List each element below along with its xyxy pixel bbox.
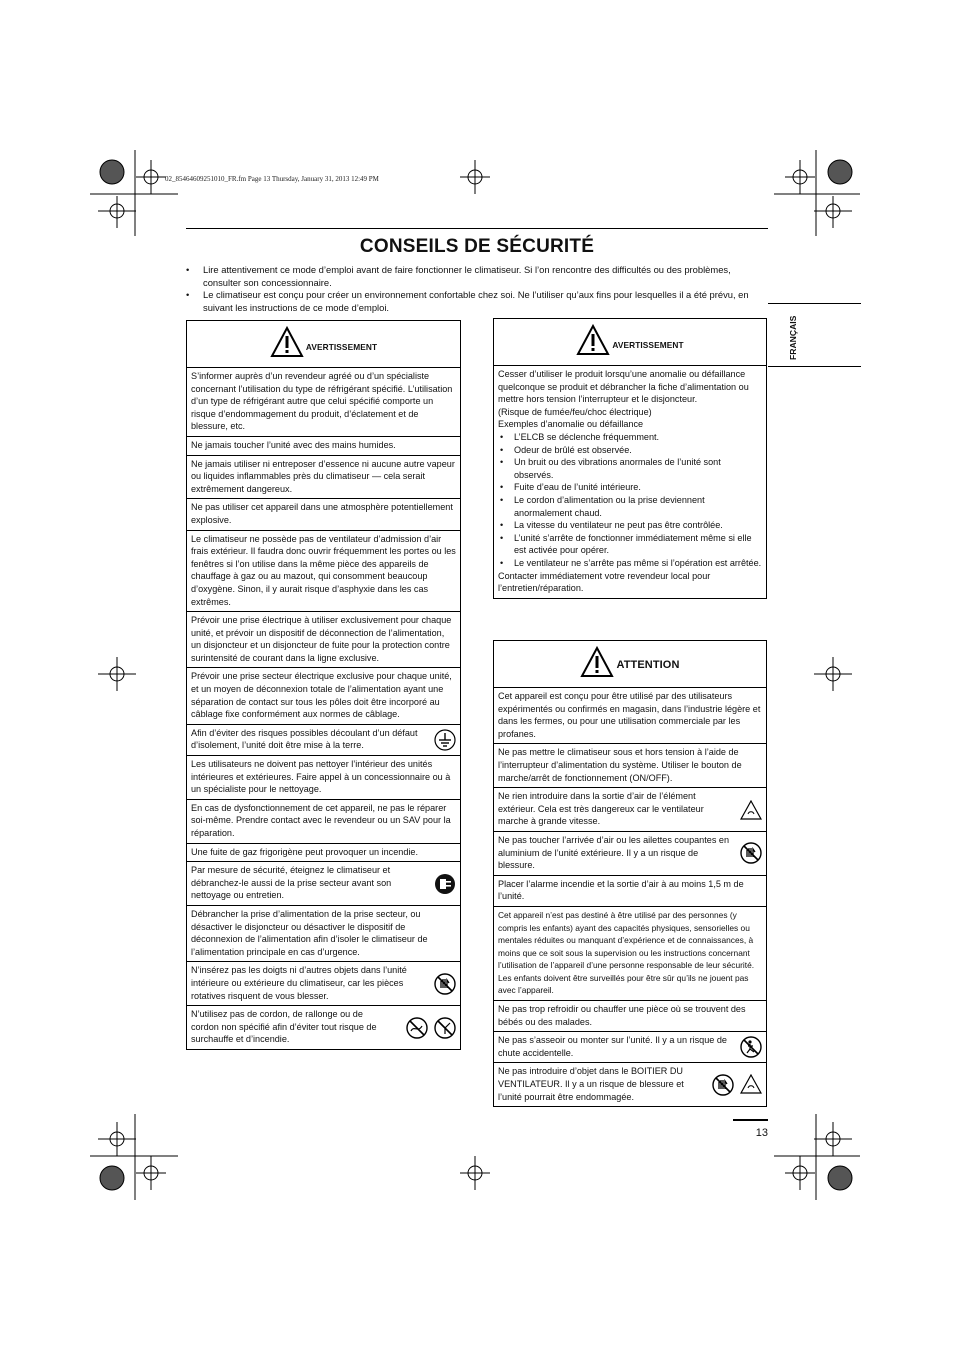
intro-item: • Le climatiseur est conçu pour créer un environnement confortable chez soi. Ne l’utiliser qu’aux fins pour lesquelles il a été prévu, en suivant les instructions de ce mode d’emploi.: [186, 289, 761, 314]
warning-row: Ne pas utiliser cet appareil dans une atmosphère potentiellement explosive.: [187, 499, 460, 530]
anomaly-row: [494, 366, 766, 598]
attention-row: Cet appareil est conçu pour être utilisé par des utilisateurs expérimentés ou confirmés en magasin, dans l’industrie légère et dans les fermes, ou pour une utilisation commerciale par les profanes.: [494, 688, 766, 744]
attention-row-fins: [494, 832, 766, 876]
warning-header: [494, 319, 766, 366]
warning-header: [187, 321, 460, 368]
unplug-icon: [434, 873, 456, 895]
warning-box-left: [186, 320, 461, 1050]
warning-row: Débrancher la prise d’alimentation de la prise secteur, ou désactiver le disjoncteur ou désactiver le dispositif de déconnexion de l’alimentation afin d’isoler le climatiseur de l’alimentation principale en cas d’urgence.: [187, 906, 460, 962]
anomaly-footer: Contacter immédiatement votre revendeur local pour l’entretien/réparation.: [498, 570, 711, 594]
warning-row: Ne jamais utiliser ni entreposer d’essence ni aucune autre vapeur ou liquides inflammables près du climatiseur — cela serait extrêmement dangereux.: [187, 456, 460, 500]
attention-row-outlet: [494, 788, 766, 832]
no-fingers-icon: [434, 973, 456, 995]
warning-header-label: AVERTISSEMENT: [305, 342, 378, 352]
warning-row-earth: [187, 725, 460, 756]
language-tab-label: FRANÇAIS: [788, 315, 798, 360]
crop-marks-top: [90, 150, 860, 240]
warning-row: Ne jamais toucher l’unité avec des mains humides.: [187, 437, 460, 456]
warning-row-text: Par mesure de sécurité, éteignez le climatiseur et débranchez-le aussi de la prise secteur avant son nettoyage ou entretien.: [191, 865, 392, 901]
warning-row: Le climatiseur ne possède pas de ventilateur d’admission d’air frais extérieur. Il faudra donc ouvrir fréquemment les portes ou les fenêtres si l’on utilise dans la même pièce des appareils de chauffage à gaz ou au mazout, qui consomment beaucoup d’oxygène. Sinon, il y aurait risque d’asphyxie dans les cas extrêmes.: [187, 531, 460, 613]
anomaly-list: [498, 431, 762, 570]
caution-triangle-icon: [740, 800, 762, 820]
file-info: 02_85464609251010_FR.fm Page 13 Thursday, January 31, 2013 12:49 PM: [165, 175, 379, 183]
attention-header: [494, 641, 766, 688]
attention-row: Ne pas trop refroidir ou chauffer une pièce où se trouvent des bébés ou des malades.: [494, 1001, 766, 1032]
intro-item: • Lire attentivement ce mode d’emploi avant de faire fonctionner le climatiseur. Si l’on rencontre des difficultés ou des problèmes, consulter son concessionnaire.: [186, 264, 761, 289]
anomaly-lead: Exemples d’anomalie ou défaillance: [498, 419, 644, 430]
warning-row-unplug: [187, 862, 460, 906]
warning-row: En cas de dysfonctionnement de cet appareil, ne pas le réparer soi-même. Prendre contact avec le revendeur ou un SAV pour la réparation.: [187, 800, 460, 844]
attention-row-text: Ne rien introduire dans la sortie d’air de l’élément extérieur. Cela est très dangereux car le ventilateur marche à grande vitesse.: [498, 791, 704, 827]
warning-triangle-icon: [576, 324, 610, 361]
attention-row-text: Ne pas s’asseoir ou monter sur l’unité. Il y a un risque de chute accidentelle.: [498, 1035, 727, 1058]
anomaly-item: • La vitesse du ventilateur ne peut pas être contrôlée.: [498, 519, 762, 532]
warning-row: Les utilisateurs ne doivent pas nettoyer l’intérieur des unités intérieures et extérieures. Faire appel à un concessionnaire ou à un spécialiste pour le nettoyage.: [187, 756, 460, 800]
anomaly-lead: Cesser d’utiliser le produit lorsqu’une anomalie ou défaillance quelconque se produit et débrancher la fiche d’alimentation ou mettre hors tension l’interrupteur et le disjoncteur.: [498, 369, 749, 405]
warning-header-label: AVERTISSEMENT: [612, 340, 684, 350]
anomaly-item: • Odeur de brûlé est observée.: [498, 444, 762, 457]
header-rule: [186, 228, 768, 229]
anomaly-item: • Fuite d’eau de l’unité intérieure.: [498, 481, 762, 494]
warning-row-text: N’insérez pas les doigts ni d’autres objets dans l’unité intérieure ou extérieure du climatiseur, car les pièces rotatives risquent de vous blesser.: [191, 965, 407, 1001]
warning-row: S’informer auprès d’un revendeur agréé ou d’un spécialiste concernant l’utilisation du type de réfrigérant spécifié. L’utilisation d’un type de réfrigérant autre que celui spécifié comporte un risque d’endommagement du produit, d’éclatement et de blessure, etc.: [187, 368, 460, 437]
warning-triangle-icon: [270, 326, 304, 363]
page-number: 13: [733, 1119, 768, 1139]
warning-triangle-icon: [580, 646, 614, 683]
anomaly-item: • L’ELCB se déclenche fréquemment.: [498, 431, 762, 444]
intro-list: [186, 264, 761, 314]
attention-row-climb: [494, 1032, 766, 1063]
warning-row: Prévoir une prise secteur électrique exclusive pour chaque unité, et un moyen de déconnexion totale de l’alimentation ayant une séparation de contact sur tous les pôles doit être incorporé au câblage fixe conformément aux normes de câblage.: [187, 668, 460, 724]
anomaly-item: • Un bruit ou des vibrations anormales de l’unité sont observés.: [498, 456, 762, 481]
caution-triangle-icon: [740, 1074, 762, 1096]
attention-row-fan: [494, 1063, 766, 1106]
anomaly-lead: (Risque de fumée/feu/choc électrique): [498, 406, 652, 417]
warning-row-fingers: [187, 962, 460, 1006]
warning-row: Prévoir une prise électrique à utiliser exclusivement pour chaque unité, et prévoir un dispositif de déconnection de l’alimentation, un disjoncteur et un disjoncteur de fuite pour la protection contre surintensité de courant dans la ligne exclusive.: [187, 612, 460, 668]
attention-row-text: Ne pas toucher l’arrivée d’air ou les ailettes coupantes en aluminium de l’unité extérieure. Il y a un risque de blessure.: [498, 834, 730, 871]
attention-row: Ne pas mettre le climatiseur sous et hors tension à l’aide de l’interrupteur d’alimentation du système. Utiliser le bouton de marche/arrêt de fonctionnement (ON/OFF).: [494, 744, 766, 788]
warning-row-text: Afin d’éviter des risques possibles découlant d’un défaut d’isolement, l’unité doit être mise à la terre.: [191, 727, 418, 751]
earth-ground-icon: [434, 729, 456, 751]
attention-header-label: ATTENTION: [616, 659, 680, 671]
anomaly-item: • L’unité s’arrête de fonctionner immédiatement même si elle est activée pour opérer.: [498, 532, 762, 557]
attention-row: Placer l’alarme incendie et la sortie d’air à au moins 1,5 m de l’unité.: [494, 876, 766, 907]
language-tab: [768, 303, 861, 367]
attention-box: [493, 640, 767, 1107]
page-title: CONSEILS DE SÉCURITÉ: [359, 236, 595, 257]
no-modified-cord-icon: [434, 1017, 456, 1039]
warning-row-cord: [187, 1006, 460, 1049]
attention-row-text: Ne pas introduire d’objet dans le BOITIER DU VENTILATEUR. Il y a un risque de blessure et l’unité pourrait être endommagée.: [498, 1066, 684, 1102]
no-insert-icon: [712, 1074, 734, 1096]
no-extension-cord-icon: [406, 1017, 428, 1039]
no-climbing-icon: [740, 1036, 762, 1058]
warning-box-right: [493, 318, 767, 599]
warning-row: Une fuite de gaz frigorigène peut provoquer un incendie.: [187, 844, 460, 863]
anomaly-item: • Le ventilateur ne s’arrête pas même si l’opération est arrêtée.: [498, 557, 762, 570]
anomaly-item: • Le cordon d’alimentation ou la prise deviennent anormalement chaud.: [498, 494, 762, 519]
attention-row: Cet appareil n’est pas destiné à être utilisé par des personnes (y compris les enfants) ayant des capacités physiques, sensorielles ou mentales réduites ou manquant d’expérience et de connaissances, à moins que ce soit sous la supervision ou les instructions concernant l’utilisation de l’appareil d’une personne responsable de leur sécurité. Les enfants doivent être surveillés pour être sûr qu’ils ne jouent pas avec l’appareil.: [494, 907, 766, 1001]
no-touch-icon: [740, 842, 762, 864]
warning-row-text: N’utilisez pas de cordon, de rallonge ou de cordon non spécifié afin d’éviter tout risque de surchauffe et d’incendie.: [191, 1009, 377, 1045]
